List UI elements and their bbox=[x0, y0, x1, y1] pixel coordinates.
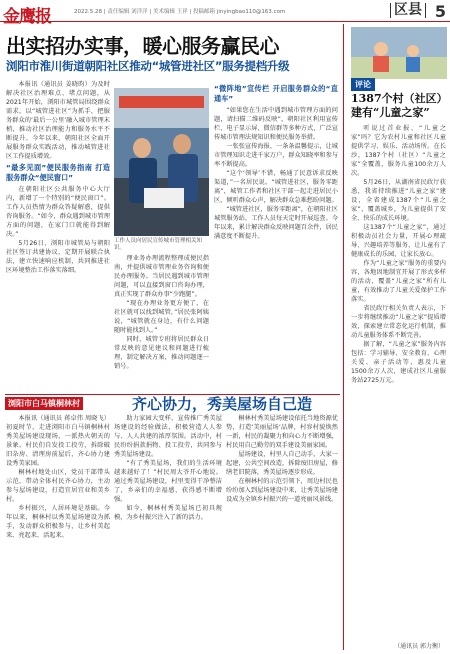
sidebar-photo bbox=[351, 27, 447, 79]
subheading: “最多见面”便民服务指南 打造服务群众“便民窗口” bbox=[6, 163, 110, 182]
paragraph: 助力家园大变样，宣传推广秀美屋场建设的经验做法，积极营造人人参与、人人共建的浓厚氛围。活动中，村民纷纷捐款捐物、投工投劳，共同参与秀美屋场建设。 bbox=[114, 415, 222, 458]
paragraph: 据了解，“儿童之家”服务内容包括：学习辅导、安全教育、心理关爱、亲子活动等，惠及儿童1500余万人次，建成社区儿童服务站2725万元。 bbox=[351, 341, 446, 384]
article2-headline: 齐心协力，秀美屋场自己造 bbox=[132, 395, 313, 413]
article1-column-3 bbox=[214, 82, 338, 392]
sidebar-body bbox=[351, 124, 446, 640]
paragraph: 乡村振兴，人居环境是基础。今年以来，桐林村以秀美屋场建设为抓手，发动群众积极参与，让乡村美起来、亮起来、活起来。 bbox=[6, 505, 110, 539]
paragraph: 同时，城管专班将居民群众日常反映的意见建议和问题进行梳理，制定解决方案，推动问题逐一销号。 bbox=[114, 336, 209, 370]
paragraph: “这个‘领导’不错，畅通了民意诉求反映渠道，”一名居民说。“城管进社区，服务零距离”，城管工作者和社区干部一起走进居民小区，倾听群众心声，解决群众急难愁盼问题。 bbox=[214, 170, 338, 204]
paragraph: 如今，桐林村秀美屋场已初具规模，为乡村振兴注入了新的活力。 bbox=[114, 505, 222, 521]
paragraph: “城管进社区，服务零距离”，在朝阳社区城管服务站，工作人员每天定时开展巡查。今年以来，累计解决群众反映问题百余件，居民满意度不断提升。 bbox=[214, 206, 338, 240]
article2-column-2 bbox=[114, 414, 222, 646]
photo-officers-and-residents bbox=[114, 88, 209, 236]
paragraph: 5月26日，从湖南省民政厅获悉，我省持续推进“儿童之家”建设，全省建成1387个“儿童之家”，覆盖城乡，为儿童提供了安全、快乐的成长环境。 bbox=[351, 179, 446, 222]
paragraph: 桐林村秀美屋场建设依托当地资源优势，打造‘美丽屋场’品牌，村容村貌焕然一新，村民的凝聚力和向心力不断增强，村民用自己勤劳的双手建设美丽家园。 bbox=[226, 415, 338, 449]
sidebar-tag: 评论 bbox=[351, 78, 375, 91]
section-label: 区县 bbox=[390, 3, 426, 18]
paragraph: “如果您在生活中遇到城市管理方面的问题，请扫描二维码反映”，朝阳社区利用宣传栏、电子显示屏、微信群等多种方式，广泛宣传城市管理法规知识和便民服务举措。 bbox=[214, 107, 338, 141]
paragraph: 在桐林村的示范引领下，周边村民也纷纷加入到屋场建设中来，让秀美屋场建设成为全镇乡村振兴的一道亮丽风景线。 bbox=[226, 478, 338, 503]
newspaper-logo: 金鹰报 bbox=[3, 7, 51, 27]
subheading: “微阵地”宣传栏 开启服务群众的“直通车” bbox=[214, 84, 338, 103]
paragraph: 这1387个“儿童之家”，通过积极动员社会力量，开展心理疏导、兴趣培养等服务，让儿童有了健康成长的乐园，让家长放心。 bbox=[351, 224, 446, 258]
page-number: 5 bbox=[434, 2, 446, 21]
paragraph: 一张张宣传海报、一条条温馨提示，让城市管理知识走进千家万户，群众知晓率和参与率不断提高。 bbox=[214, 143, 338, 168]
paragraph: 理业务办理流程整理成便民指南，并提供城市管理业务咨询和便民办理服务。当居民遇到城市管理问题，可以直接到窗口咨询办理，真正实现了群众办事“少跑腿”。 bbox=[114, 255, 209, 298]
photo-caption: 工作人员向居民宣传城市管理相关知识。 bbox=[114, 238, 203, 251]
article2-kicker: 浏阳市白马镇桐林村 bbox=[5, 397, 83, 410]
sidebar-author: （通讯员 郭力衡） bbox=[394, 643, 444, 650]
article1-column-2 bbox=[114, 254, 209, 392]
paragraph: 屋场建设，村里人自己动手，大家一起建，公共空间改造，拆除废旧房屋，修缮老旧院落，秀美屋场逐步形成。 bbox=[226, 451, 338, 476]
article1-column-1 bbox=[6, 80, 110, 392]
paragraph: 本报讯（通讯员 姜晓昀）为及时解决社区治理难点、堵点问题，从2021年开始，浏阳市城管局围绕群众需求，以“城管进社区”为抓手，把服务群众的‘最后一公里’融入城市管理末梢，推动社区治理能力和服务水平不断提升。今年以来，朝阳社区全面开展服务群众实践活动，推动城管进社区工作提质增效。 bbox=[6, 81, 110, 160]
paragraph: 5月26日，浏阳市城管局与朝阳社区签订共建协议，定期开展联合执法，建立快速响应机制，共同推进社区环境整治工作落实落细。 bbox=[6, 240, 110, 274]
paragraph: “现在办理业务更方便了，在社区就可以找到城管，”居民张阿姨说，“城管就在身边，有什么问题随时能找到人。” bbox=[114, 300, 209, 334]
paragraph: 作为“儿童之家”服务的重要内容，各地因地制宜开展了形式多样的活动，覆盖“儿童之家”所有儿童，有效推动了儿童关爱保护工作落实。 bbox=[351, 260, 446, 303]
paragraph: 省民政厅相关负责人表示，下一步将继续推动“儿童之家”提质增效，探索建立常态化运行机制，推动儿童服务体系不断完善。 bbox=[351, 305, 446, 339]
paragraph: 在朝阳社区公共服务中心大厅内，新增了一个特别的“便民窗口”。工作人员热情为群众答疑解惑，提供咨询服务。“如今，群众遇到城市管理方面的问题，在家门口就能得到解决。” bbox=[6, 186, 110, 238]
article1-headline: 出实招办实事，暖心服务赢民心 bbox=[6, 34, 279, 58]
sidebar-illustration bbox=[351, 27, 447, 79]
article1-subheadline: 浏阳市淮川街道朝阳社区推动“城管进社区”服务提档升级 bbox=[6, 59, 290, 73]
article2-column-1 bbox=[6, 414, 110, 646]
paragraph: 桐林村地处山区，党员干部带头示范，带动全体村民齐心协力，主动参与屋场建设，打造宜居宜业和美乡村。 bbox=[6, 469, 110, 503]
sidebar-divider bbox=[343, 24, 344, 650]
paragraph: 本报讯（通讯员 蒋卓伟 周晓飞）初夏时节，走进浏阳市白马镇桐林村秀美屋场建设现场，一派热火朝天的景象。村民们自发投工投劳，拆除破旧杂房、清理房前屋后，齐心协力建设秀美家园。 bbox=[6, 415, 110, 467]
sidebar-title: 1387个村（社区）建有“儿童之家” bbox=[351, 92, 443, 119]
paragraph: 听说过首业报、“儿童之家”吗？它为农村儿童和社区儿童提供学习、娱乐、活动场所。在长沙，1387个村（社区）“儿童之家”全覆盖，服务儿童100余万人次。 bbox=[351, 125, 446, 177]
article1-photo bbox=[114, 88, 209, 236]
paragraph: “有了秀美屋场，我们的生活环境越来越好了！”村民周大爷开心地说。通过秀美屋场建设，村里变得干净整洁了，乡亲们的幸福感、获得感不断增强。 bbox=[114, 460, 222, 503]
masthead-meta: 2022.5.28 | 责任编辑 刘洋洋 | 美术编辑 王祥 | 投稿邮箱 jinyingbao110@163.com bbox=[74, 9, 286, 15]
article2-column-3 bbox=[226, 414, 338, 646]
masthead bbox=[0, 0, 450, 27]
